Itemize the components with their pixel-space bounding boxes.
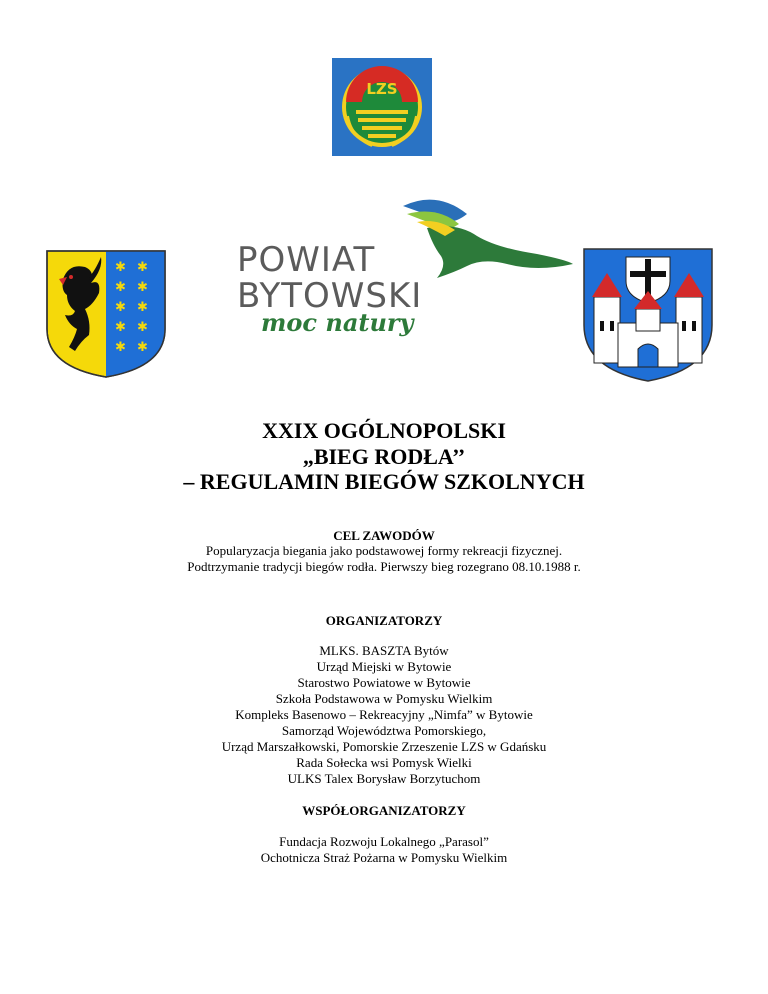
organizer-item: Urząd Marszałkowski, Pomorskie Zrzeszenie LZS w Gdańsku bbox=[221, 739, 547, 754]
organizer-item: Szkoła Podstawowa w Pomysku Wielkim bbox=[275, 691, 493, 706]
svg-text:✱: ✱ bbox=[137, 320, 148, 335]
powiat-logo-line1: POWIAT bbox=[237, 240, 376, 280]
section-line: Popularyzacja biegania jako podstawowej formy rekreacji fizycznej. bbox=[205, 543, 563, 558]
organizer-item: Starostwo Powiatowe w Bytowie bbox=[297, 675, 471, 690]
svg-text:✱: ✱ bbox=[115, 280, 126, 295]
section-heading-organizatorzy: ORGANIZATORZY bbox=[325, 613, 443, 628]
powiat-logo-slogan: moc natury bbox=[261, 308, 414, 337]
pomorskie-crest bbox=[45, 249, 167, 379]
page-title-line-3: – REGULAMIN BIEGÓW SZKOLNYCH bbox=[183, 469, 585, 494]
organizer-item: MLKS. BASZTA Bytów bbox=[319, 643, 449, 658]
organizer-item: Kompleks Basenowo – Rekreacyjny „Nimfa” w Bytowie bbox=[235, 707, 533, 722]
svg-text:✱: ✱ bbox=[115, 340, 126, 355]
svg-text:✱: ✱ bbox=[137, 300, 148, 315]
co-organizer-item: Fundacja Rozwoju Lokalnego „Parasol” bbox=[279, 834, 489, 849]
section-heading-cel: CEL ZAWODÓW bbox=[333, 528, 435, 543]
organizer-item: Rada Sołecka wsi Pomysk Wielki bbox=[296, 755, 472, 770]
co-organizer-item: Ochotnicza Straż Pożarna w Pomysku Wielkim bbox=[260, 850, 508, 865]
organizer-item: Samorząd Województwa Pomorskiego, bbox=[281, 723, 487, 738]
svg-text:✱: ✱ bbox=[137, 280, 148, 295]
page-title-line-2: „BIEG RODŁA’’ bbox=[302, 444, 466, 469]
organizer-item: ULKS Talex Borysław Borzytuchom bbox=[287, 771, 481, 786]
organizer-item: Urząd Miejski w Bytowie bbox=[316, 659, 452, 674]
lzs-logo-text: LZS bbox=[366, 80, 398, 98]
lzs-logo bbox=[332, 58, 432, 156]
svg-text:✱: ✱ bbox=[115, 260, 126, 275]
svg-text:✱: ✱ bbox=[137, 340, 148, 355]
svg-text:✱: ✱ bbox=[115, 320, 126, 335]
powiat-logo-line2: BYTOWSKI bbox=[237, 276, 423, 316]
svg-text:✱: ✱ bbox=[137, 260, 148, 275]
bytow-crest bbox=[578, 245, 718, 385]
section-heading-wspolorganizatorzy: WSPÓŁORGANIZATORZY bbox=[302, 803, 466, 818]
svg-text:✱: ✱ bbox=[115, 300, 126, 315]
powiat-bytowski-logo bbox=[237, 192, 577, 352]
section-line: Podtrzymanie tradycji biegów rodła. Pierwszy bieg rozegrano 08.10.1988 r. bbox=[187, 559, 581, 574]
page-title-line-1: XXIX OGÓLNOPOLSKI bbox=[262, 418, 506, 443]
eagle-icon bbox=[397, 192, 577, 282]
